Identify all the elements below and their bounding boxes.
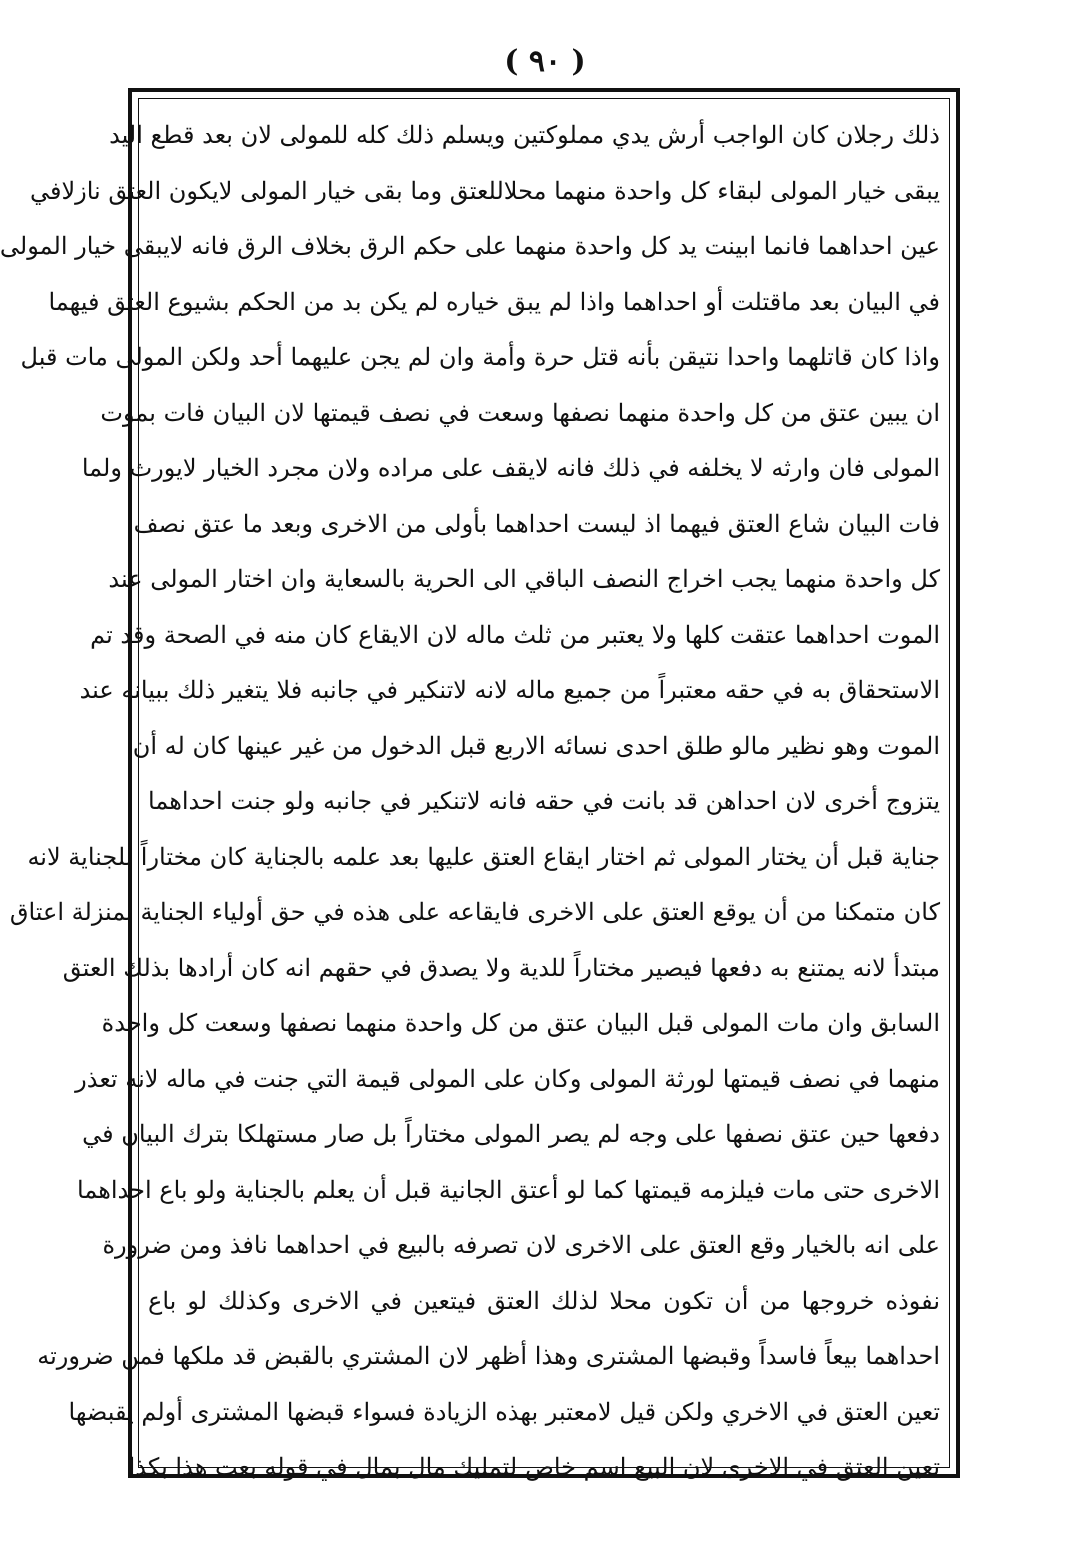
text-line: منهما في نصف قيمتها لورثة المولى وكان على المولى قيمة التي جنت في ماله لانه تعذر: [75, 1064, 940, 1093]
text-line: المولى فان وارثه لا يخلفه في ذلك فانه لايقف على مراده ولان مجرد الخيار لايورث ولما: [81, 454, 940, 482]
text-line: تعين العتق في الاخري ولكن قيل لامعتبر بهذه الزيادة فسواء قبضها المشترى أولم يقبضها: [68, 1397, 940, 1426]
text-line: عين احداهما فانما ابينت يد كل واحدة منهما على حكم الرق بخلاف الرق فانه لايبقى خيار المولى: [0, 232, 940, 260]
text-line: نفوذه خروجها من أن تكون محلا لذلك العتق فيتعين في الاخرى وكذلك لو باع: [148, 1286, 940, 1315]
text-line: الاخرى حتى مات فيلزمه قيمتها كما لو أعتق الجانية قبل أن يعلم بالجناية ولو باع احداهما: [77, 1175, 940, 1204]
text-line: الموت وهو نظير مالو طلق احدى نسائه الاربع قبل الدخول من غير عينها كان له أن: [132, 731, 940, 760]
text-line: يبقى خيار المولى لبقاء كل واحدة منهما محلاللعتق وما بقى خيار المولى لايكون العتق نازلافي: [29, 176, 940, 205]
text-line: مبتدأ لانه يمتنع به دفعها فيصير مختاراً للدية ولا يصدق في حقهم انه كان أرادها بذلك العتق: [62, 953, 940, 982]
text-line: يتزوج أخرى لان احداهن قد بانت في حقه فانه لاتنكير في جانبه ولو جنت احداهما: [148, 787, 940, 815]
text-line: على انه بالخيار وقع العتق على الاخرى لان تصرفه بالبيع في احداهما نافذ ومن ضرورة: [102, 1231, 940, 1259]
text-line: الاستحقاق به في حقه معتبراً من جميع ماله لانه لاتنكير في جانبه فلا يتغير ذلك ببيانه عند: [79, 676, 940, 704]
text-line: كان متمكنا من أن يوقع العتق على الاخرى فايقاعه على هذه في حق أولياء الجناية بمنزلة اعتاق: [9, 898, 940, 926]
text-line: في البيان بعد ماقتلت أو احداهما واذا لم يبق خياره لم يكن بد من الحكم بشيوع العتق فيهما: [48, 287, 940, 316]
text-line: جناية قبل أن يختار المولى ثم اختار ايقاع العتق عليها بعد علمه بالجناية كان مختاراً للجناية لانه: [27, 842, 940, 871]
page-number: ( ٩٠ ): [504, 44, 586, 79]
text-line: احداهما بيعاً فاسداً وقبضها المشترى وهذا أظهر لان المشتري بالقبض قد ملكها فمن ضرورته: [37, 1342, 940, 1370]
text-line: تعين العتق في الاخرى لان البيع اسم خاص لتمليك مال بمال في قوله بعت هذا بكذا: [128, 1453, 940, 1481]
text-line: السابق وان مات المولى قبل البيان عتق من كل واحدة منهما نصفها وسعت كل واحدة: [101, 1009, 940, 1037]
text-line: كل واحدة منهما يجب اخراج النصف الباقي الى الحرية بالسعاية وان اختار المولى عند: [108, 565, 940, 593]
text-line: ان يبين عتق من كل واحدة منهما نصفها وسعت في نصف قيمتها لان البيان فات بموت: [100, 398, 940, 427]
text-line: ذلك رجلان كان الواجب أرش يدي مملوكتين ويسلم ذلك كله للمولى لان بعد قطع اليد: [109, 121, 940, 149]
document-text-body: [0, 108, 940, 1496]
text-line: واذا كان قاتلهما واحدا نتيقن بأنه قتل حرة وأمة وان لم يجن عليهما أحد ولكن المولى مات قبل: [20, 343, 940, 371]
text-line: الموت احداهما عتقت كلها ولا يعتبر من ثلث ماله لان الايقاع كان منه في الصحة وقد تم: [90, 620, 940, 649]
text-line: دفعها حين عتق نصفها على وجه لم يصر المولى مختاراً بل صار مستهلكا بترك البيان في: [82, 1120, 940, 1148]
text-line: فات البيان شاع العتق فيهما اذ ليست احداهما بأولى من الاخرى وبعد ما عتق نصف: [133, 509, 940, 538]
